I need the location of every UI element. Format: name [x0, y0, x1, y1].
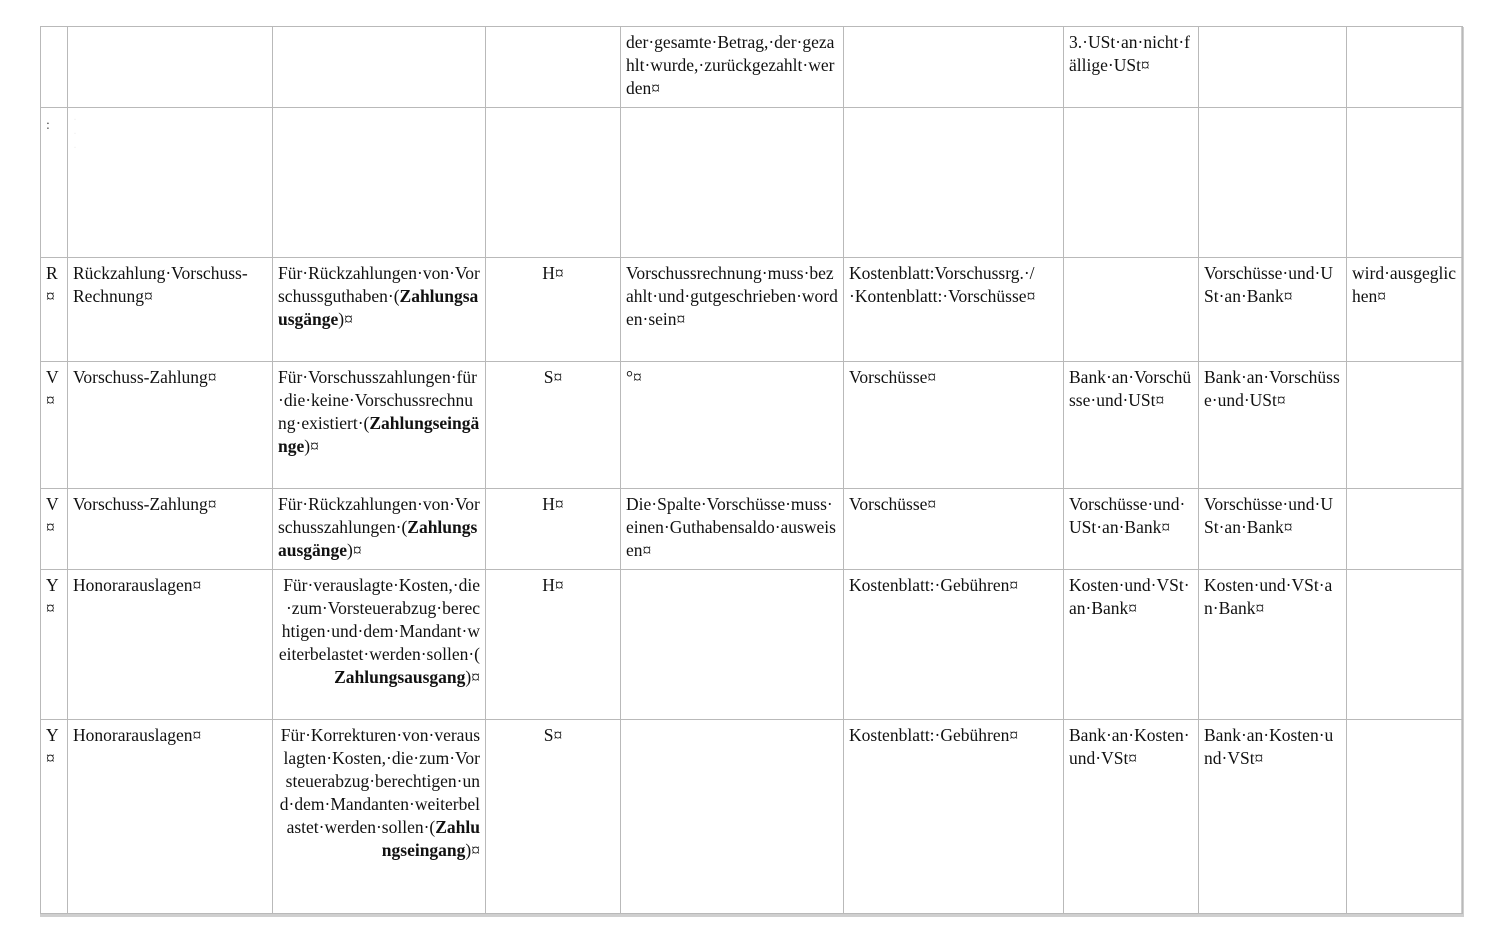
bezeichnung-cell[interactable] [68, 108, 273, 258]
buchung-a-cell[interactable]: Vorschüsse·und·USt·an·Bank¤ [1064, 489, 1199, 570]
bezeichnung-cell[interactable] [68, 27, 273, 108]
bezeichnung-cell[interactable]: Vorschuss-Zahlung¤ [68, 362, 273, 489]
bemerkung-cell[interactable] [1347, 362, 1463, 489]
code-cell[interactable]: V¤ [41, 362, 68, 489]
bedingung-cell[interactable]: °¤ [621, 362, 844, 489]
beschreibung-cell[interactable] [273, 108, 486, 258]
buchung-b-cell[interactable] [1199, 108, 1347, 258]
bemerkung-cell[interactable] [1347, 570, 1463, 720]
soll-haben-cell[interactable]: H¤ [486, 570, 621, 720]
beschreibung-cell[interactable]: Für·Rückzahlungen·von·Vorschusszahlungen·(Zahlungsausgänge)¤ [273, 489, 486, 570]
buchung-a-cell[interactable]: 3.·USt·an·nicht·fällige·USt¤ [1064, 27, 1199, 108]
code-cell[interactable]: R¤ [41, 258, 68, 362]
beschreibung-bold: Zahlungseingang [381, 817, 480, 860]
booking-rules-table [40, 26, 1463, 914]
code-cell[interactable]: V¤ [41, 489, 68, 570]
bedingung-cell[interactable]: der·gesamte·Betrag,·der·gezahlt·wurde,·zurückgezahlt·werden¤ [621, 27, 844, 108]
bemerkung-cell[interactable] [1347, 720, 1463, 914]
buchung-a-cell[interactable]: Kosten·und·VSt·an·Bank¤ [1064, 570, 1199, 720]
table-row [41, 570, 1463, 720]
bezeichnung-cell[interactable]: Vorschuss-Zahlung¤ [68, 489, 273, 570]
buchung-a-cell[interactable] [1064, 258, 1199, 362]
beschreibung-bold: Zahlungsausgänge [278, 286, 479, 329]
bedingung-cell[interactable] [621, 108, 844, 258]
soll-haben-cell[interactable] [486, 27, 621, 108]
bedingung-cell[interactable]: Die·Spalte·Vorschüsse·muss·einen·Guthabensaldo·ausweisen¤ [621, 489, 844, 570]
faded-text: · · · [73, 112, 77, 154]
beschreibung-text: Für·Vorschusszahlungen·für·die·keine·Vorschussrechnung·existiert· [278, 367, 477, 433]
buchung-b-cell[interactable]: Bank·an·Kosten·und·VSt¤ [1199, 720, 1347, 914]
code-cell[interactable]: Y¤ [41, 570, 68, 720]
beschreibung-text: Für·verauslagte·Kosten,·die·zum·Vorsteuerabzug·berechtigen·und·dem·Mandant·weiterbelastet·werden·sollen· [278, 575, 480, 664]
buchung-b-cell[interactable]: Bank·an·Vorschüsse·und·USt¤ [1199, 362, 1347, 489]
konto-cell[interactable] [844, 108, 1064, 258]
beschreibung-cell[interactable]: Für·verauslagte·Kosten,·die·zum·Vorsteuerabzug·berechtigen·und·dem·Mandant·weiterbelastet·werden·sollen·(Zahlungsausgang)¤ [273, 570, 486, 720]
konto-cell[interactable]: Kostenblatt:·Gebühren¤ [844, 570, 1064, 720]
table-row [41, 362, 1463, 489]
buchung-b-cell[interactable]: Kosten·und·VSt·an·Bank¤ [1199, 570, 1347, 720]
konto-cell[interactable]: Vorschüsse¤ [844, 489, 1064, 570]
table-row [41, 489, 1463, 570]
buchung-b-cell[interactable]: Vorschüsse·und·USt·an·Bank¤ [1199, 489, 1347, 570]
buchung-a-cell[interactable]: Bank·an·Vorschüsse·und·USt¤ [1064, 362, 1199, 489]
bezeichnung-cell[interactable]: Honorarauslagen¤ [68, 720, 273, 914]
soll-haben-cell[interactable]: S¤ [486, 720, 621, 914]
bemerkung-cell[interactable]: wird·ausgeglichen¤ [1347, 258, 1463, 362]
code-cell[interactable]: : [41, 108, 68, 258]
konto-cell[interactable]: Vorschüsse¤ [844, 362, 1064, 489]
buchung-a-cell[interactable]: Bank·an·Kosten·und·VSt¤ [1064, 720, 1199, 914]
beschreibung-cell[interactable]: Für·Korrekturen·von·verauslagten·Kosten,·die·zum·Vorsteuerabzug·berechtigen·und·dem·Mandanten·weiterbelastet·werden·sollen·(Zahlungseingang)¤ [273, 720, 486, 914]
beschreibung-bold: Zahlungsausgänge [278, 517, 478, 560]
beschreibung-bold: Zahlungsausgang [334, 667, 466, 687]
code-cell[interactable] [41, 27, 68, 108]
beschreibung-cell[interactable]: Für·Vorschusszahlungen·für·die·keine·Vorschussrechnung·existiert·(Zahlungseingänge)¤ [273, 362, 486, 489]
bedingung-cell[interactable] [621, 570, 844, 720]
konto-cell[interactable]: Kostenblatt:Vorschussrg.·/·Kontenblatt:·Vorschüsse¤ [844, 258, 1064, 362]
table-row [41, 258, 1463, 362]
table-row [41, 720, 1463, 914]
soll-haben-cell[interactable]: S¤ [486, 362, 621, 489]
bedingung-cell[interactable]: Vorschussrechnung·muss·bezahlt·und·gutgeschrieben·worden·sein¤ [621, 258, 844, 362]
buchung-b-cell[interactable]: Vorschüsse·und·USt·an·Bank¤ [1199, 258, 1347, 362]
beschreibung-bold: Zahlungseingänge [278, 413, 480, 456]
beschreibung-cell[interactable]: Für·Rückzahlungen·von·Vorschussguthaben·(Zahlungsausgänge)¤ [273, 258, 486, 362]
bemerkung-cell[interactable] [1347, 108, 1463, 258]
table-row [41, 27, 1463, 108]
konto-cell[interactable] [844, 27, 1064, 108]
bemerkung-cell[interactable] [1347, 27, 1463, 108]
soll-haben-cell[interactable] [486, 108, 621, 258]
beschreibung-text: Für·Rückzahlungen·von·Vorschussguthaben· [278, 263, 480, 306]
buchung-a-cell[interactable] [1064, 108, 1199, 258]
beschreibung-cell[interactable] [273, 27, 486, 108]
bedingung-cell[interactable] [621, 720, 844, 914]
soll-haben-cell[interactable]: H¤ [486, 258, 621, 362]
beschreibung-text: Für·Rückzahlungen·von·Vorschusszahlungen· [278, 494, 480, 537]
table-row [41, 108, 1463, 258]
code-cell[interactable]: Y¤ [41, 720, 68, 914]
beschreibung-text: Für·Korrekturen·von·verauslagten·Kosten,·die·zum·Vorsteuerabzug·berechtigen·und·dem·Mandanten·weiterbelastet·werden·sollen· [279, 725, 480, 837]
buchung-b-cell[interactable] [1199, 27, 1347, 108]
bezeichnung-cell[interactable]: Rückzahlung·Vorschuss-Rechnung¤ [68, 258, 273, 362]
konto-cell[interactable]: Kostenblatt:·Gebühren¤ [844, 720, 1064, 914]
bezeichnung-cell[interactable]: Honorarauslagen¤ [68, 570, 273, 720]
bemerkung-cell[interactable] [1347, 489, 1463, 570]
soll-haben-cell[interactable]: H¤ [486, 489, 621, 570]
